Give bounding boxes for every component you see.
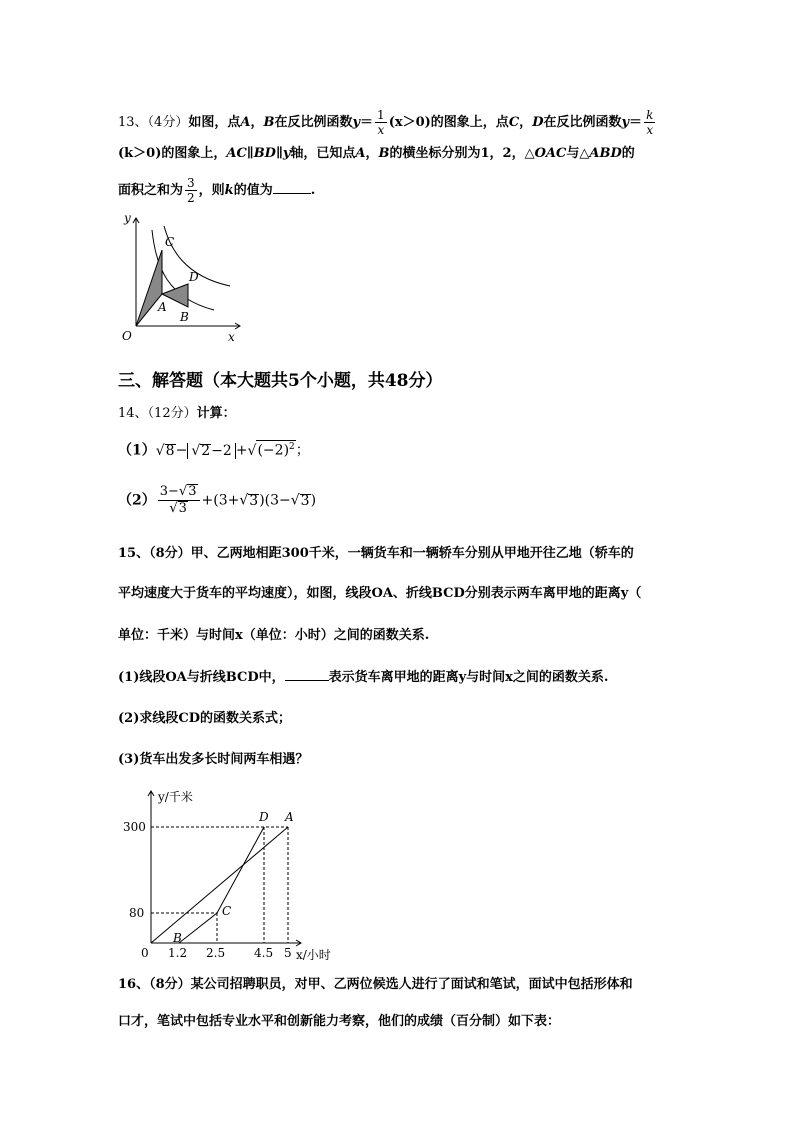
q13-point-a: A — [240, 115, 251, 130]
y-axis-label: y — [124, 211, 131, 225]
fraction-numerator: 3 — [187, 176, 195, 190]
num-text: 3− — [159, 484, 179, 499]
q14-fraction — [158, 484, 200, 517]
y-tick-80: 80 — [129, 906, 145, 920]
sqrt-square — [256, 440, 295, 458]
q13-var-y: y — [352, 115, 361, 130]
point-c-label: C — [165, 235, 175, 249]
sqrt-8: 8 — [165, 442, 175, 459]
q13-point-b: B — [263, 115, 275, 130]
x-tick-2.5: 2.5 — [206, 946, 226, 960]
sqrt-3: 3 — [178, 501, 187, 516]
q13-text: 与 — [566, 146, 580, 161]
q13-eq: ＝ — [360, 115, 374, 130]
section-heading: 三、解答题（本大题共5个小题，共48分） — [118, 371, 443, 391]
q13-text: 的图象上， — [161, 146, 227, 161]
q15-part2: (2)求线段CD的函数关系式； — [118, 711, 291, 726]
q13-eq: ＝ — [629, 115, 643, 130]
q13-text: 的 — [621, 146, 635, 161]
q13-text: 的值为 — [233, 183, 273, 198]
minus-sign: − — [175, 442, 188, 459]
q14-part2: （2） $\frac{3-√3}{√3}$ +(3+√3)(3−√3) — [118, 484, 317, 516]
q13-point-a: A — [355, 146, 366, 161]
absolute-value: √2−2 — [187, 443, 235, 459]
q15-part1-text: (1)线段OA与折线BCD中， — [118, 670, 285, 685]
expr-part: )(3− — [259, 492, 291, 509]
q13-line2 — [118, 145, 635, 163]
point-a-label: A — [158, 300, 167, 314]
triangle-oac — [136, 250, 162, 326]
q13-point-d: D — [532, 115, 544, 130]
q13-fraction-k-over-x — [644, 108, 655, 137]
q13-comma: ， — [250, 115, 264, 130]
plus-sign: + — [235, 442, 248, 459]
fraction-denominator: √3 — [169, 501, 187, 516]
fraction-numerator: 3−√3 — [158, 484, 200, 501]
y-axis-label: y/千米 — [158, 790, 193, 804]
q15-figure-svg — [118, 785, 348, 965]
polyline-bcd — [179, 827, 264, 943]
q13-point-c: C — [508, 115, 520, 130]
q13-line3 — [118, 176, 315, 205]
sqrt-3: 3 — [300, 492, 310, 509]
q14-part1: $(1)√8- √2-2 +√(-2)^2$； — [118, 442, 310, 459]
exponent: 2 — [289, 442, 295, 452]
q13-text: 的图象上，点 — [430, 115, 509, 130]
q13-answer-blank[interactable] — [273, 181, 311, 194]
q14-title: 计算： — [196, 406, 236, 421]
q16-line2: 口才，笔试中包括专业水平和创新能力考察，他们的成绩（百分制）如下表： — [118, 1014, 561, 1029]
q13-text: 如图，点 — [188, 115, 241, 130]
x-axis-label: x/小时 — [296, 948, 331, 962]
q13-text: ，则 — [198, 183, 225, 198]
q13-text: 面积之和为 — [118, 183, 184, 198]
q13-parallel: AC∥BD∥y — [226, 146, 291, 161]
point-d-label: D — [189, 270, 199, 284]
q13-text: 在反比例函数 — [543, 115, 622, 130]
q14-number: 14、（12分） — [118, 406, 197, 421]
q15-part1-text: 表示货车离甲地的距离y与时间x之间的函数关系. — [328, 670, 609, 685]
q13-comma: ， — [519, 115, 533, 130]
q13-comma: ， — [365, 146, 379, 161]
origin-label: 0 — [141, 946, 149, 960]
sqrt-2: 2 — [201, 442, 211, 459]
x-axis-label: x — [228, 330, 235, 344]
q13-fraction-3-over-2 — [185, 176, 197, 205]
q15-line3: 单位：千米）与时间x（单位：小时）之间的函数关系. — [118, 628, 430, 643]
expr-part: +(3+ — [201, 492, 240, 509]
y-tick-300: 300 — [123, 820, 146, 834]
abs-inner: −2 — [211, 442, 232, 459]
q15-answer-blank[interactable] — [285, 668, 329, 681]
fraction-numerator: 1 — [377, 108, 385, 122]
point-b-label: B — [180, 310, 189, 324]
q13-var-y: y — [621, 115, 630, 130]
fraction-denominator: 2 — [187, 191, 195, 205]
q14-part1-label: （1） — [118, 442, 156, 459]
x-tick-4.5: 4.5 — [254, 946, 274, 960]
q13-triangle-abd: △ABD — [579, 146, 622, 161]
fraction-denominator: x — [646, 123, 654, 137]
point-b-label: B — [173, 931, 182, 945]
q15-figure — [118, 785, 348, 965]
q13-text: 的横坐标分别为1，2， — [389, 146, 525, 161]
semicolon: ； — [295, 442, 310, 459]
fraction-numerator: k — [646, 108, 654, 122]
base: (−2) — [257, 442, 290, 459]
q13-fraction-1-over-x — [375, 108, 387, 137]
q13-line1 — [118, 108, 657, 137]
sqrt-3: 3 — [249, 492, 259, 509]
x-tick-1.2: 1.2 — [168, 946, 188, 960]
q15-part3: (3)货车出发多长时间两车相遇？ — [118, 752, 309, 767]
q13-condition: (k＞0) — [118, 146, 162, 161]
q15-line2: 平均速度大于货车的平均速度），如图，线段OA、折线BCD分别表示两车离甲地的距离y（ — [118, 586, 642, 601]
origin-label: O — [122, 329, 132, 343]
q13-text: 轴，已知点 — [290, 146, 356, 161]
q13-text: 在反比例函数 — [274, 115, 353, 130]
expr-part: ) — [310, 492, 317, 509]
q15-part1 — [118, 668, 608, 687]
q13-period: . — [310, 183, 316, 198]
q14-part2-label: （2） — [118, 492, 156, 509]
q13-number: 13、（4分） — [118, 115, 189, 130]
q13-var-k: k — [224, 183, 234, 198]
segment-oa — [151, 827, 288, 943]
point-a-label: A — [285, 810, 294, 824]
x-tick-5: 5 — [284, 946, 292, 960]
q13-condition: (x＞0) — [388, 115, 431, 130]
q13-figure — [118, 208, 248, 348]
q15-line1: 15、（8分）甲、乙两地相距300千米，一辆货车和一辆轿车分别从甲地开往乙地（轿车的 — [118, 546, 634, 561]
sqrt-3: 3 — [188, 484, 197, 499]
q13-triangle-oac: △OAC — [524, 146, 567, 161]
fraction-denominator: x — [377, 123, 385, 137]
point-c-label: C — [222, 904, 232, 918]
q13-point-b: B — [378, 146, 390, 161]
q13-figure-svg — [118, 208, 248, 348]
q14-title-line — [118, 405, 236, 423]
q16-line1: 16、（8分）某公司招聘职员，对甲、乙两位候选人进行了面试和笔试，面试中包括形体和 — [118, 977, 633, 992]
point-d-label: D — [259, 810, 269, 824]
